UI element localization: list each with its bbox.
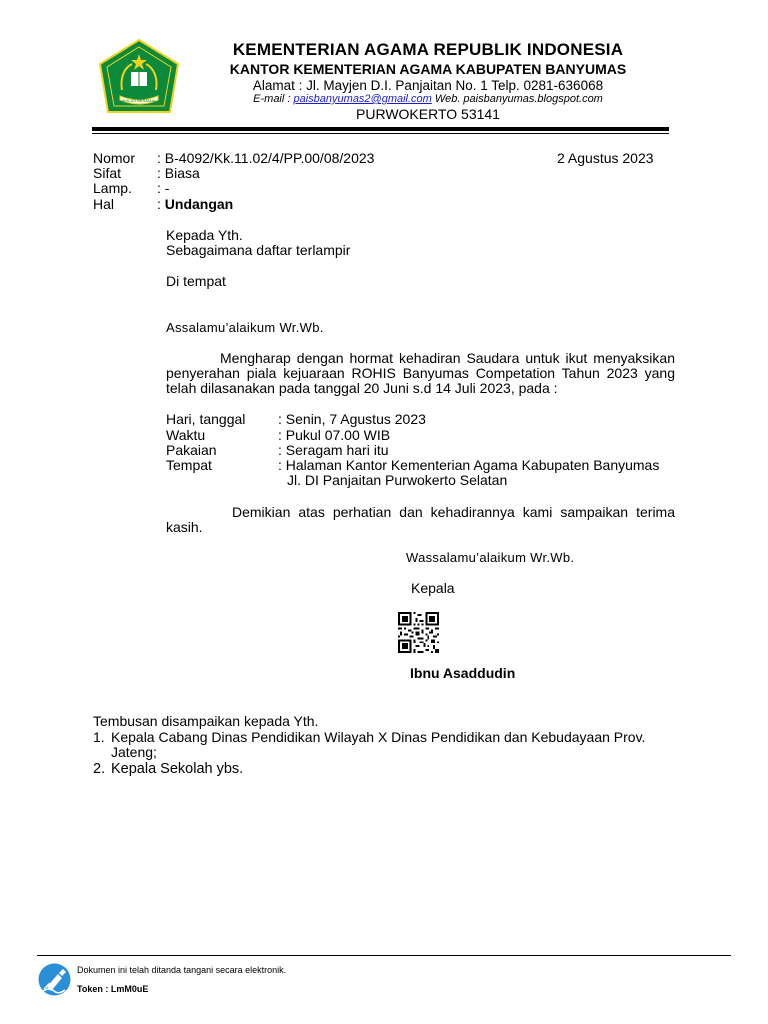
detail-value-date: : Senin, 7 Agustus 2023 <box>278 411 426 427</box>
qr-code-icon <box>398 612 439 653</box>
detail-label-place: Tempat <box>166 457 212 473</box>
closing-salutation: Wassalamu’alaikum Wr.Wb. <box>406 550 575 565</box>
footer-rule <box>37 955 731 956</box>
nomor-label: Nomor <box>93 150 136 166</box>
ministry-title: KEMENTERIAN AGAMA REPUBLIK INDONESIA <box>232 40 624 59</box>
cc-heading: Tembusan disampaikan kepada Yth. <box>93 713 319 729</box>
hal-value: : Undangan <box>157 196 234 212</box>
cc-item2-text: Kepala Sekolah ybs. <box>111 761 244 777</box>
signature-token: Token : LmM0uE <box>77 984 149 994</box>
e-signature-note: Dokumen ini telah ditanda tangani secara elektronik. <box>77 965 287 975</box>
recipient-line3: Di tempat <box>166 273 226 289</box>
letter-date: 2 Agustus 2023 <box>557 150 654 166</box>
greeting: Assalamu’alaikum Wr.Wb. <box>166 320 324 335</box>
recipient-line1: Kepada Yth. <box>166 227 243 243</box>
detail-label-time: Waktu <box>166 427 206 443</box>
nomor-value: : B-4092/Kk.11.02/4/PP.00/08/2023 <box>157 150 375 166</box>
city-postcode: PURWOKERTO 53141 <box>356 106 500 122</box>
paragraph-1: Mengharap dengan hormat kehadiran Saudara untuk ikut menyaksikan penyerahan piala kejuaraan ROHIS Banyumas Competation Tahun 2023 yang telah dilasanakan pada tanggal 20 Juni s.d 14 Juli 2023, pada : <box>166 350 675 396</box>
closing-paragraph: Demikian atas perhatian dan kehadirannya kami sampaikan terima kasih. <box>166 504 675 535</box>
recipient-line2: Sebagaimana daftar terlampir <box>166 242 351 258</box>
lamp-value: : - <box>157 180 170 196</box>
cc-item1-line2: Jateng; <box>111 744 157 760</box>
email-link[interactable]: paisbanyumas2@gmail.com <box>293 93 432 105</box>
signer-position: Kepala <box>411 580 455 596</box>
detail-value-place: : Halaman Kantor Kementerian Agama Kabupaten Banyumas <box>278 457 660 473</box>
svg-text:IKHLAS BERAMAL: IKHLAS BERAMAL <box>121 98 157 103</box>
office-address: Alamat : Jl. Mayjen D.I. Panjaitan No. 1 Telp. 0281-636068 <box>252 78 604 93</box>
cc-item1-number: 1. <box>93 729 105 745</box>
detail-value-attire: : Seragam hari itu <box>278 442 389 458</box>
sifat-label: Sifat <box>93 165 122 181</box>
signer-name: Ibnu Asaddudin <box>410 665 516 681</box>
cc-item1-line1: Kepala Cabang Dinas Pendidikan Wilayah X Dinas Pendidikan dan Kebudayaan Prov. <box>111 729 646 745</box>
detail-label-date: Hari, tanggal <box>166 411 246 427</box>
header-rule-thick <box>92 127 669 131</box>
cc-item2-number: 2. <box>93 761 106 777</box>
detail-value-place-line2: Jl. DI Panjaitan Purwokerto Selatan <box>287 472 508 488</box>
detail-label-attire: Pakaian <box>166 442 217 458</box>
detail-value-time: : Pukul 07.00 WIB <box>278 427 391 443</box>
kemenag-logo <box>98 38 180 114</box>
lamp-label: Lamp. <box>93 180 132 196</box>
contact-line: E-mail : paisbanyumas2@gmail.com Web. paisbanyumas.blogspot.com <box>253 93 603 105</box>
sifat-value: : Biasa <box>157 165 200 181</box>
office-name: KANTOR KEMENTERIAN AGAMA KABUPATEN BANYUMAS <box>229 61 627 77</box>
hal-label: Hal <box>93 196 115 212</box>
e-signature-icon <box>38 963 71 996</box>
header-rule-thin <box>92 133 669 134</box>
